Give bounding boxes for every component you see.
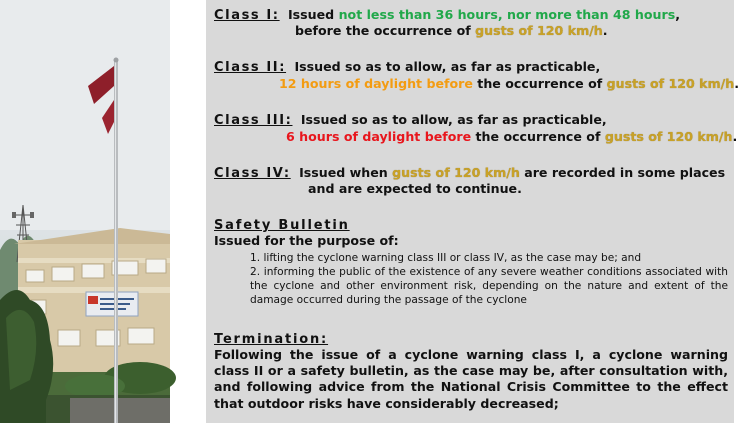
class-1-timing: not less than 36 hours, nor more than 48 hours (338, 7, 676, 22)
class-3-label: Class III: (214, 113, 293, 128)
cyclone-warning-panel (206, 0, 739, 423)
safety-bulletin-intro: Issued for the purpose of: (214, 233, 399, 248)
class-2-timing: 12 hours of daylight before (279, 76, 473, 91)
class-1-pre: Issued (288, 7, 335, 22)
termination-heading: Termination: (214, 332, 329, 347)
weather-station-photo (0, 0, 170, 423)
safety-bulletin-heading: Safety Bulletin (214, 218, 350, 233)
class-1-end: . (602, 23, 608, 38)
class-2-label: Class II: (214, 60, 287, 75)
class-3-line1: Issued so as to allow, as far as practicable, (300, 112, 607, 127)
class-1-comma: , (675, 7, 681, 22)
class-4-line2: and are expected to continue. (308, 181, 522, 196)
class-3-gusts: gusts of 120 km/h (604, 129, 733, 144)
class-2-line1: Issued so as to allow, as far as practicable, (294, 59, 601, 74)
class-3-mid: the occurrence of (475, 129, 601, 144)
class-1-label: Class I: (214, 8, 280, 23)
termination-body: Following the issue of a cyclone warning class I, a cyclone warning class II or a safety bulletin, as the case may be, after consultation with, and following advice from the National Crisis Committee to the effect that outdoor risks have considerably decreased; (214, 347, 728, 411)
class-2-gusts: gusts of 120 km/h (606, 76, 735, 91)
class-1-gusts: gusts of 120 km/h (475, 23, 603, 38)
class-3-timing: 6 hours of daylight before (286, 129, 472, 144)
class-1-line2: before the occurrence of (295, 23, 471, 38)
class-4-gusts: gusts of 120 km/h (392, 165, 520, 180)
class-4-label: Class IV: (214, 166, 291, 181)
class-2-end: . (734, 76, 739, 91)
safety-bulletin-item-2: 2. informing the public of the existence of any severe weather conditions associated with the cyclone and other environment risk, depending on the nature and extent of the damage occurred during the passage of the cyclone (250, 266, 728, 306)
class-2-mid: the occurrence of (477, 76, 603, 91)
class-4-pre: Issued when (299, 165, 388, 180)
safety-bulletin-item-1: 1. lifting the cyclone warning class III or class IV, as the case may be; and (250, 252, 642, 264)
class-4-post: are recorded in some places (524, 165, 726, 180)
class-3-end: . (732, 129, 738, 144)
